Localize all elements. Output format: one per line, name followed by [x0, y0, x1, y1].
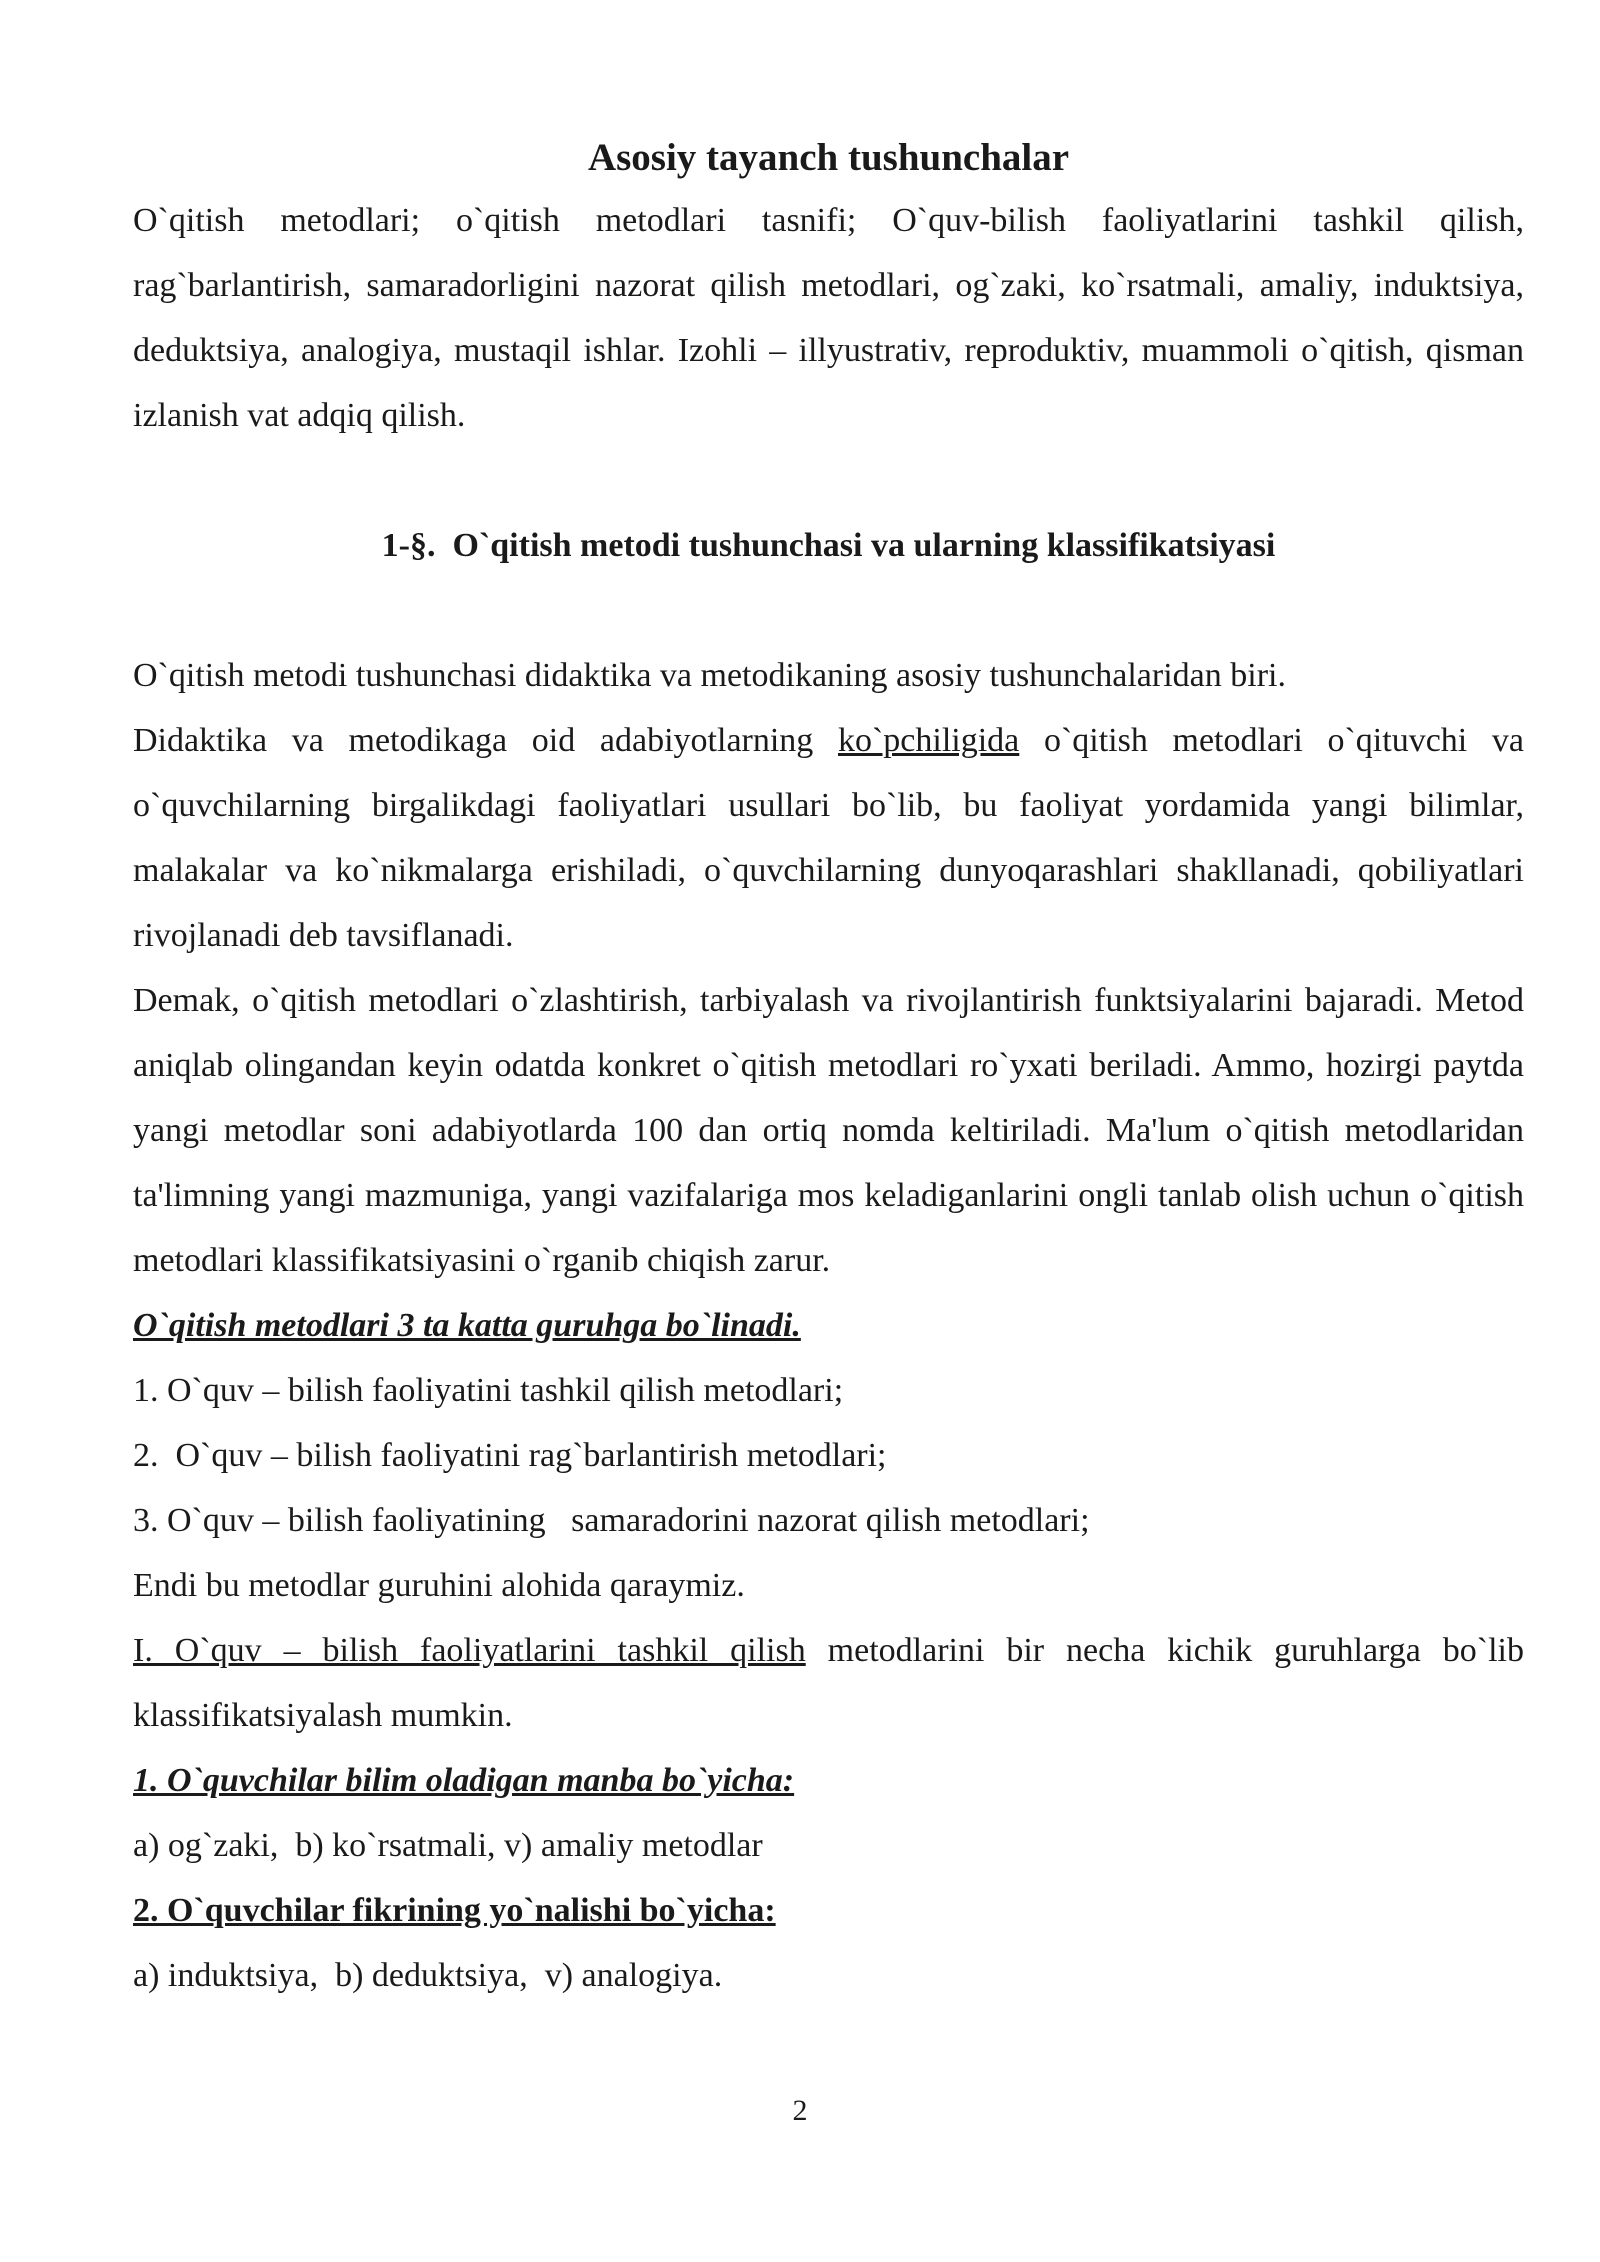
subsection-1-heading-text: 1. O`quvchilar bilim oladigan manba bo`yicha:	[133, 1762, 795, 1799]
underlined-term: ko`pchiligida	[837, 722, 1020, 759]
page-number: 2	[792, 2094, 808, 2127]
body-paragraph-3: Demak, o`qitish metodlari o`zlashtirish, tarbiyalash va rivojlantirish funktsiyalarini bajaradi. Metod aniqlab olingandan keyin odatda konkret o`qitish metodlari ro`yxati beriladi. Ammo, hozirgi paytda yangi metodlar soni adabiyotlarda 100 dan ortiq nomda keltiriladi. Ma'lum o`qitish metodlaridan ta'limning yangi mazmuniga, yangi vazifalariga mos keladiganlarini ongli tanlab olish uchun o`qitish metodlari klassifikatsiyasini o`rganib chiqish zarur.	[133, 982, 1524, 1279]
body-paragraph-5-rest: metodlarini bir necha kichik guruhlarga bo`lib klassifikatsiyalash mumkin.	[133, 1632, 1524, 1734]
list-item: 3. O`quv – bilish faoliyatining samaradorini nazorat qilish metodlari;	[133, 1502, 1090, 1539]
list-item: 1. O`quv – bilish faoliyatini tashkil qilish metodlari;	[133, 1372, 844, 1409]
body-paragraph-2-start: Didaktika va metodikaga oid adabiyotlarning	[133, 722, 838, 759]
intro-paragraph: O`qitish metodlari; o`qitish metodlari tasnifi; O`quv-bilish faoliyatlarini tashkil qilish, rag`barlantirish, samaradorligini nazorat qilish metodlari, og`zaki, ko`rsatmali, amaliy, induktsiya, deduktsiya, analogiya, mustaqil ishlar. Izohli – illyustrativ, reproduktiv, muammoli o`qitish, qisman izlanish vat adqiq qilish.	[133, 202, 1524, 434]
groups-list	[133, 1358, 1524, 1553]
body-paragraph-4: Endi bu metodlar guruhini alohida qaraymiz.	[133, 1567, 745, 1604]
body-paragraph-1: O`qitish metodi tushunchasi didaktika va metodikaning asosiy tushunchalaridan biri.	[133, 657, 1286, 694]
page-title: Asosiy tayanch tushunchalar	[587, 136, 1070, 179]
subsection-2-heading-text: 2. O`quvchilar fikrining yo`nalishi bo`yicha:	[133, 1892, 776, 1929]
groups-heading-text: O`qitish metodlari 3 ta katta guruhga bo`linadi.	[133, 1307, 801, 1344]
subsection-2-items: a) induktsiya, b) deduktsiya, v) analogiya.	[133, 1957, 723, 1994]
subsection-1-heading	[133, 1748, 1524, 1813]
body-paragraph-5	[133, 1618, 1524, 1748]
subsection-1-items: a) og`zaki, b) ko`rsatmali, v) amaliy metodlar	[133, 1827, 763, 1864]
subsection-2-heading	[133, 1878, 1524, 1943]
section-heading: 1-§. O`qitish metodi tushunchasi va ularning klassifikatsiyasi	[381, 527, 1276, 564]
underlined-phrase: I. O`quv – bilish faoliyatlarini tashkil qilish	[133, 1632, 806, 1669]
body-paragraph-2	[133, 708, 1524, 968]
body-paragraph-2-end: o`qitish metodlari o`qituvchi va o`quvchilarning birgalikdagi faoliyatlari usullari bo`lib, bu faoliyat yordamida yangi bilimlar, malakalar va ko`nikmalarga erishiladi, o`quvchilarning dunyoqarashlari shakllanadi, qobiliyatlari rivojlanadi deb tavsiflanadi.	[133, 722, 1525, 954]
list-item: 2. O`quv – bilish faoliyatini rag`barlantirish metodlari;	[133, 1437, 887, 1474]
groups-heading	[133, 1293, 1524, 1358]
